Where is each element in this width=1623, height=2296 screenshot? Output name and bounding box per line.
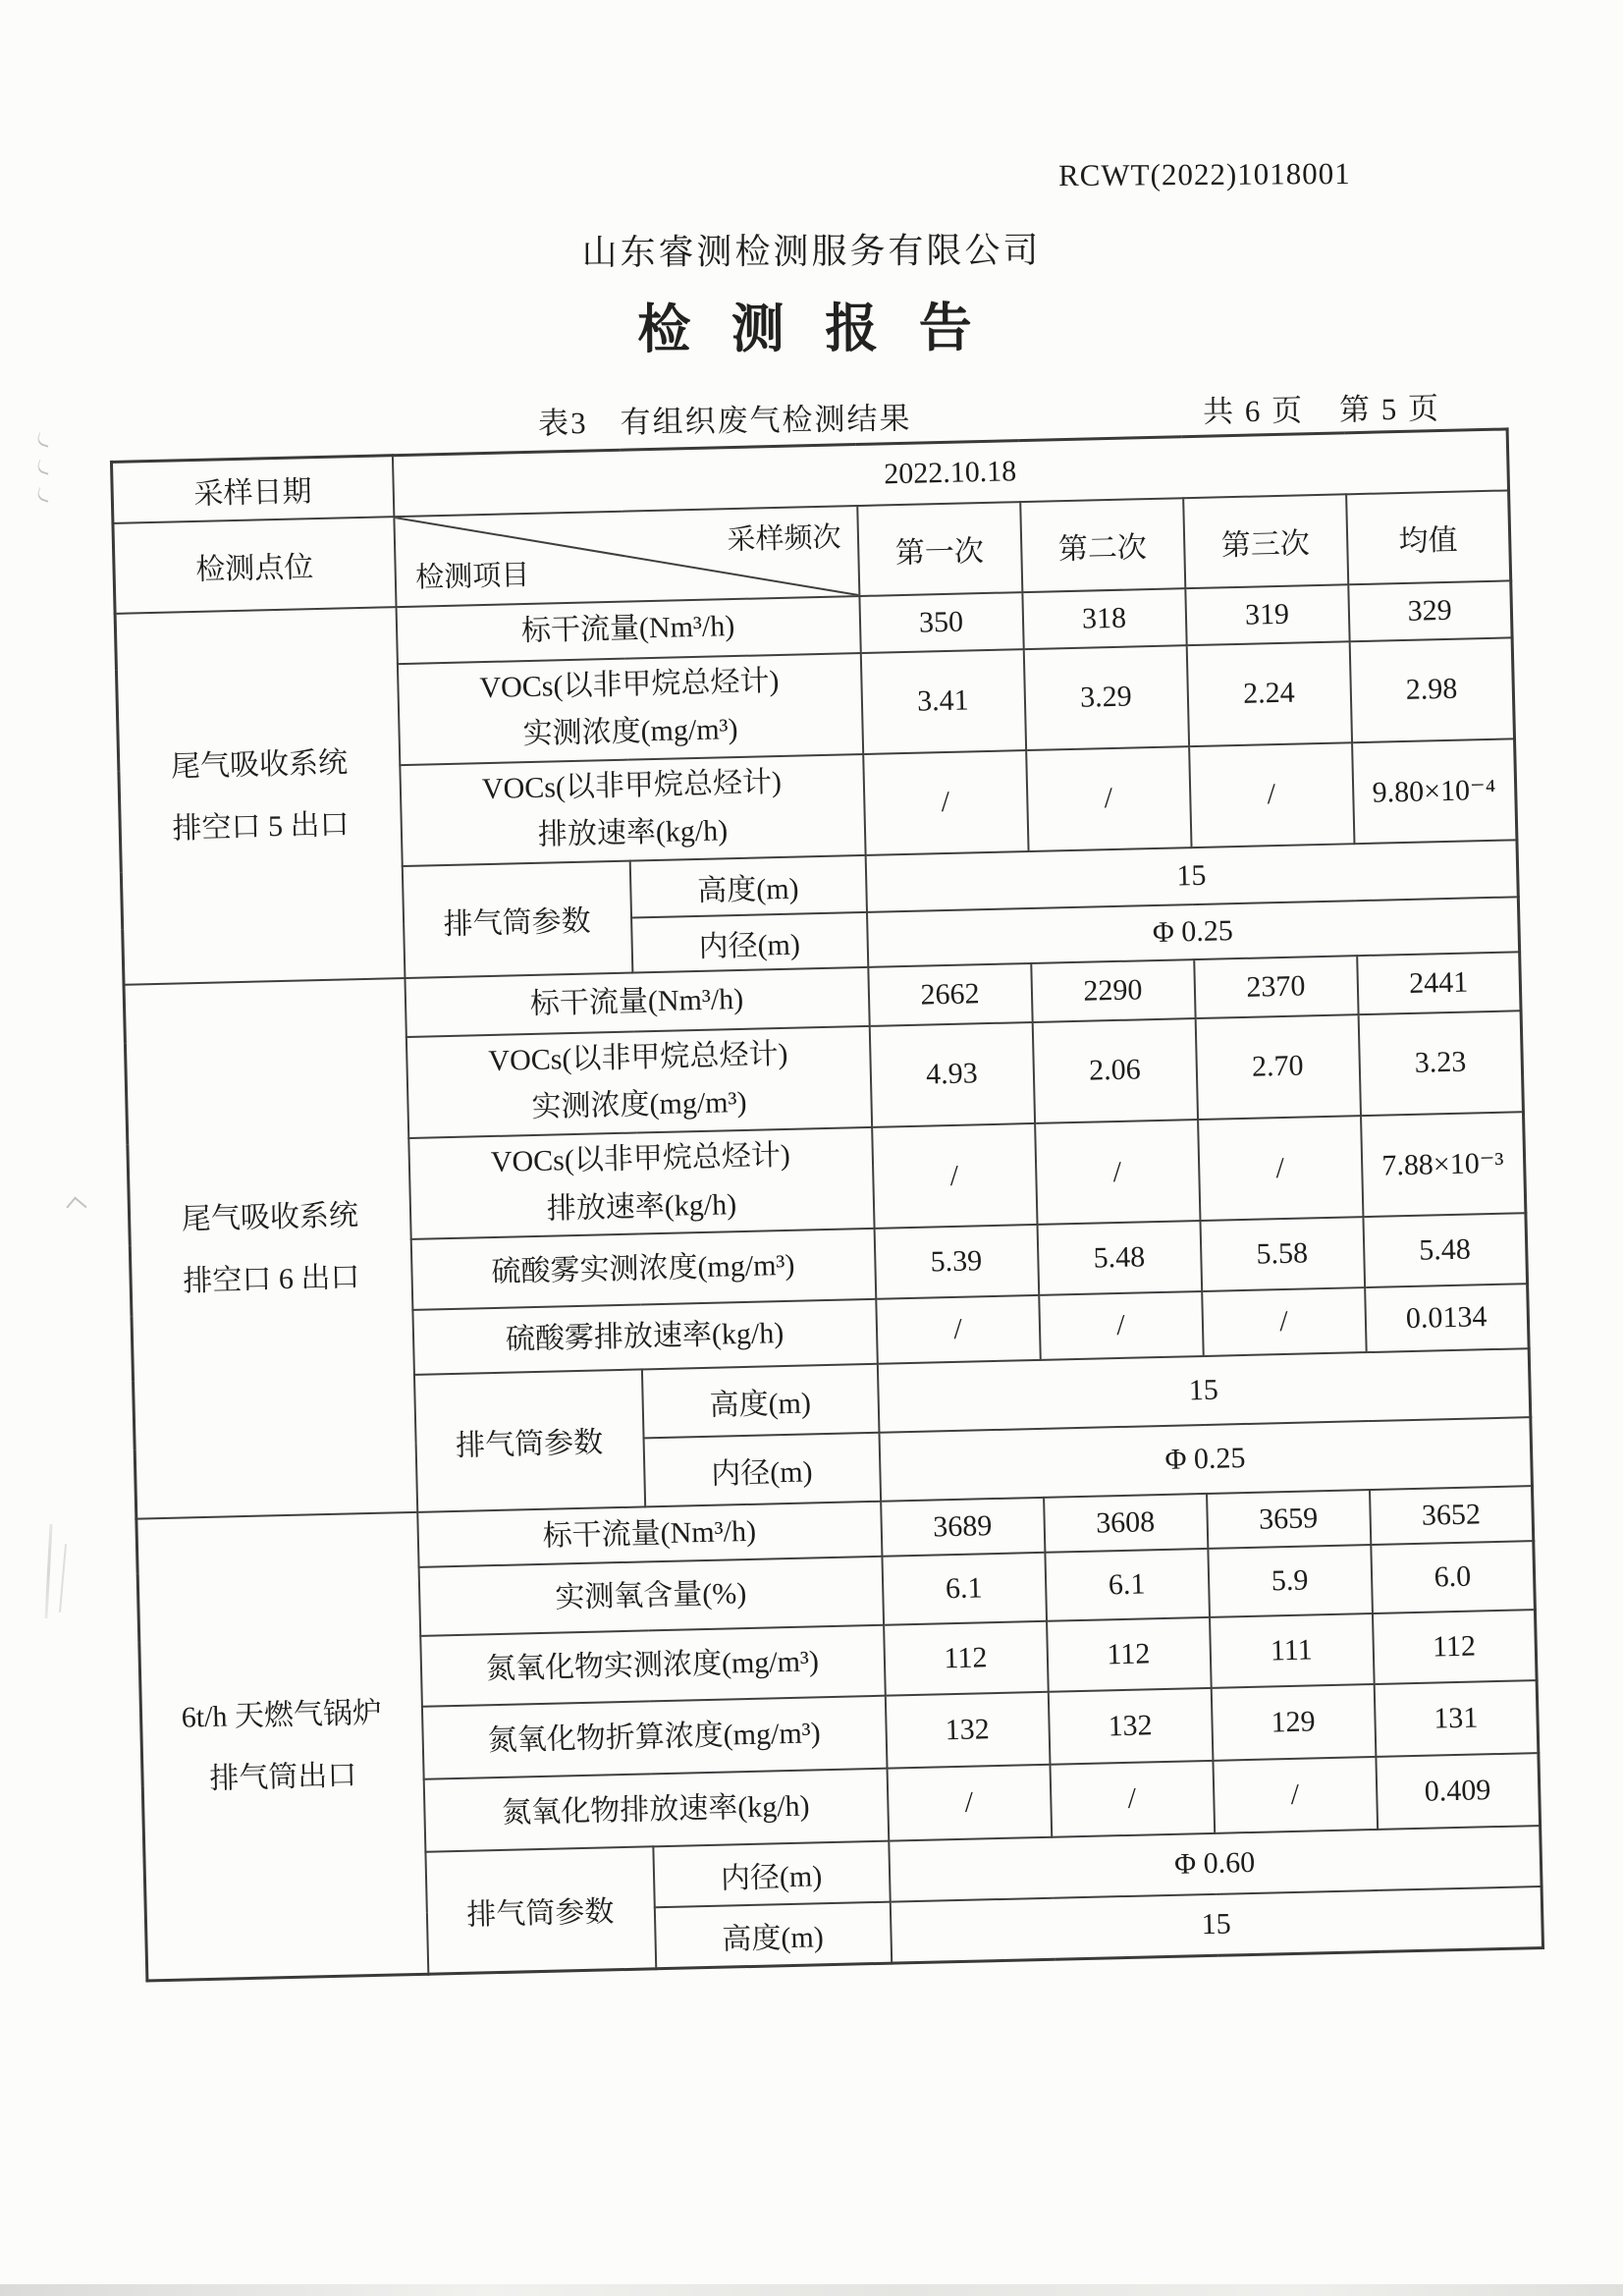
point-cell: 尾气吸收系统 排空口 6 出口 [124,978,417,1519]
value-cell: 5.48 [1363,1213,1528,1287]
stack-sub-label-cell: 内径(m) [653,1841,890,1908]
value-cell: 112 [884,1621,1049,1696]
stack-param-cell: 排气筒参数 [425,1847,656,1974]
value-cell: 6.0 [1371,1541,1536,1613]
item-cell: VOCs(以非甲烷总烃计) 排放速率(kg/h) [400,754,865,866]
item-cell: 氮氧化物排放速率(kg/h) [423,1769,889,1852]
value-cell: 2290 [1031,959,1195,1022]
value-cell: 3652 [1369,1486,1533,1545]
value-cell: 111 [1210,1613,1375,1688]
value-cell: 0.0134 [1365,1284,1530,1352]
item-cell: 标干流量(Nm³/h) [417,1502,882,1567]
value-cell: 3.23 [1358,1011,1523,1116]
stack-sub-label-cell: 高度(m) [654,1902,891,1969]
value-cell: / [1026,746,1191,851]
value-cell: 5.48 [1037,1221,1202,1295]
scan-artifact [37,434,53,519]
stack-value-cell: 15 [865,840,1518,912]
stack-sub-label-cell: 内径(m) [631,912,868,973]
value-cell: 329 [1348,580,1512,641]
value-cell: / [1039,1291,1204,1360]
value-cell: 5.58 [1200,1217,1365,1291]
stack-value-cell: 15 [890,1886,1542,1963]
value-cell: 3.29 [1023,645,1188,750]
stack-sub-label-cell: 高度(m) [641,1364,879,1439]
scan-artifact [0,2284,1623,2296]
table-caption: 表3 有组织废气检测结果 [537,401,912,441]
item-cell: 标干流量(Nm³/h) [405,967,869,1037]
value-cell: 2.98 [1349,637,1514,742]
item-label: 检测项目 [414,559,530,594]
value-cell: 0.409 [1376,1753,1541,1830]
point-cell: 尾气吸收系统 排空口 5 出口 [115,607,405,985]
item-cell: 氮氧化物折算浓度(mg/m³) [421,1696,887,1779]
value-cell: / [1198,1116,1363,1221]
value-cell: 6.1 [1045,1549,1210,1621]
column-header-first: 第一次 [857,502,1022,596]
page-count [1203,383,1441,430]
value-cell: 350 [859,592,1023,653]
value-cell: / [872,1123,1037,1229]
pages-current: 第 5 页 [1338,391,1441,427]
stack-param-cell: 排气筒参数 [413,1370,644,1512]
value-cell: 112 [1372,1610,1537,1684]
value-cell: / [1202,1287,1367,1356]
value-cell: 2662 [868,963,1032,1026]
stack-sub-label-cell: 内径(m) [643,1433,881,1507]
value-cell: 9.80×10⁻⁴ [1352,738,1517,844]
results-table [110,427,1544,1982]
column-header-second: 第二次 [1020,498,1185,592]
column-header-third: 第三次 [1183,494,1348,588]
point-label-cell: 检测点位 [113,517,396,614]
value-cell: 5.39 [874,1225,1039,1299]
value-cell: 131 [1374,1680,1539,1757]
value-cell: 3608 [1044,1494,1208,1553]
value-cell: / [1213,1757,1378,1833]
company-name: 山东睿测检测服务有限公司 [581,230,1042,273]
value-cell: 3659 [1207,1490,1371,1549]
value-cell: 132 [1048,1688,1213,1765]
results-table-wrapper [110,427,1542,1982]
stack-value-cell: Φ 0.25 [866,897,1519,967]
value-cell: / [1050,1761,1215,1837]
scan-artifact [44,1524,52,1618]
scan-artifact [66,1196,86,1217]
value-cell: 2.24 [1186,641,1351,746]
value-cell: 112 [1047,1617,1212,1692]
value-cell: 2441 [1357,952,1521,1014]
value-cell: / [1035,1120,1200,1225]
frequency-label: 采样频次 [727,520,841,556]
value-cell: / [1189,742,1354,847]
value-cell: / [887,1765,1052,1841]
value-cell: 4.93 [869,1022,1034,1127]
item-cell: 硫酸雾实测浓度(mg/m³) [410,1229,876,1310]
stack-param-cell: 排气筒参数 [402,860,632,977]
item-cell: 硫酸雾排放速率(kg/h) [412,1299,877,1375]
item-cell: 氮氧化物实测浓度(mg/m³) [420,1625,886,1707]
item-cell: VOCs(以非甲烷总烃计) 实测浓度(mg/m³) [406,1026,871,1138]
value-cell: 318 [1022,588,1186,649]
sampling-date-value-cell: 2022.10.18 [392,429,1508,517]
stack-value-cell: 15 [877,1348,1530,1433]
value-cell: 3.41 [860,649,1025,754]
item-cell: VOCs(以非甲烷总烃计) 排放速率(kg/h) [408,1127,874,1239]
column-header-mean: 均值 [1346,490,1511,584]
value-cell: 2370 [1194,956,1358,1018]
diagonal-header-cell [394,506,859,607]
report-number: RCWT(2022)1018001 [1057,155,1351,193]
value-cell: 3689 [881,1498,1045,1557]
pages-total: 共 6 页 [1202,393,1305,429]
value-cell: / [863,750,1028,855]
sampling-date-label-cell: 采样日期 [111,456,393,523]
value-cell: / [876,1295,1041,1364]
value-cell: 2.70 [1195,1014,1360,1120]
item-cell: 实测氧含量(%) [418,1557,884,1636]
item-cell: VOCs(以非甲烷总烃计) 实测浓度(mg/m³) [397,653,862,765]
scan-artifact [59,1544,67,1613]
report-title: 检 测 报 告 [637,299,986,359]
value-cell: 7.88×10⁻³ [1361,1112,1526,1217]
value-cell: 5.9 [1208,1545,1373,1617]
stack-value-cell: Φ 0.60 [889,1826,1542,1902]
value-cell: 132 [885,1692,1050,1769]
item-cell: 标干流量(Nm³/h) [396,596,860,664]
value-cell: 129 [1211,1684,1376,1761]
stack-value-cell: Φ 0.25 [879,1417,1532,1502]
value-cell: 6.1 [882,1553,1047,1625]
point-cell: 6t/h 天燃气锅炉 排气筒出口 [136,1512,428,1981]
stack-sub-label-cell: 高度(m) [629,855,866,918]
value-cell: 319 [1185,584,1349,645]
value-cell: 2.06 [1032,1018,1197,1123]
